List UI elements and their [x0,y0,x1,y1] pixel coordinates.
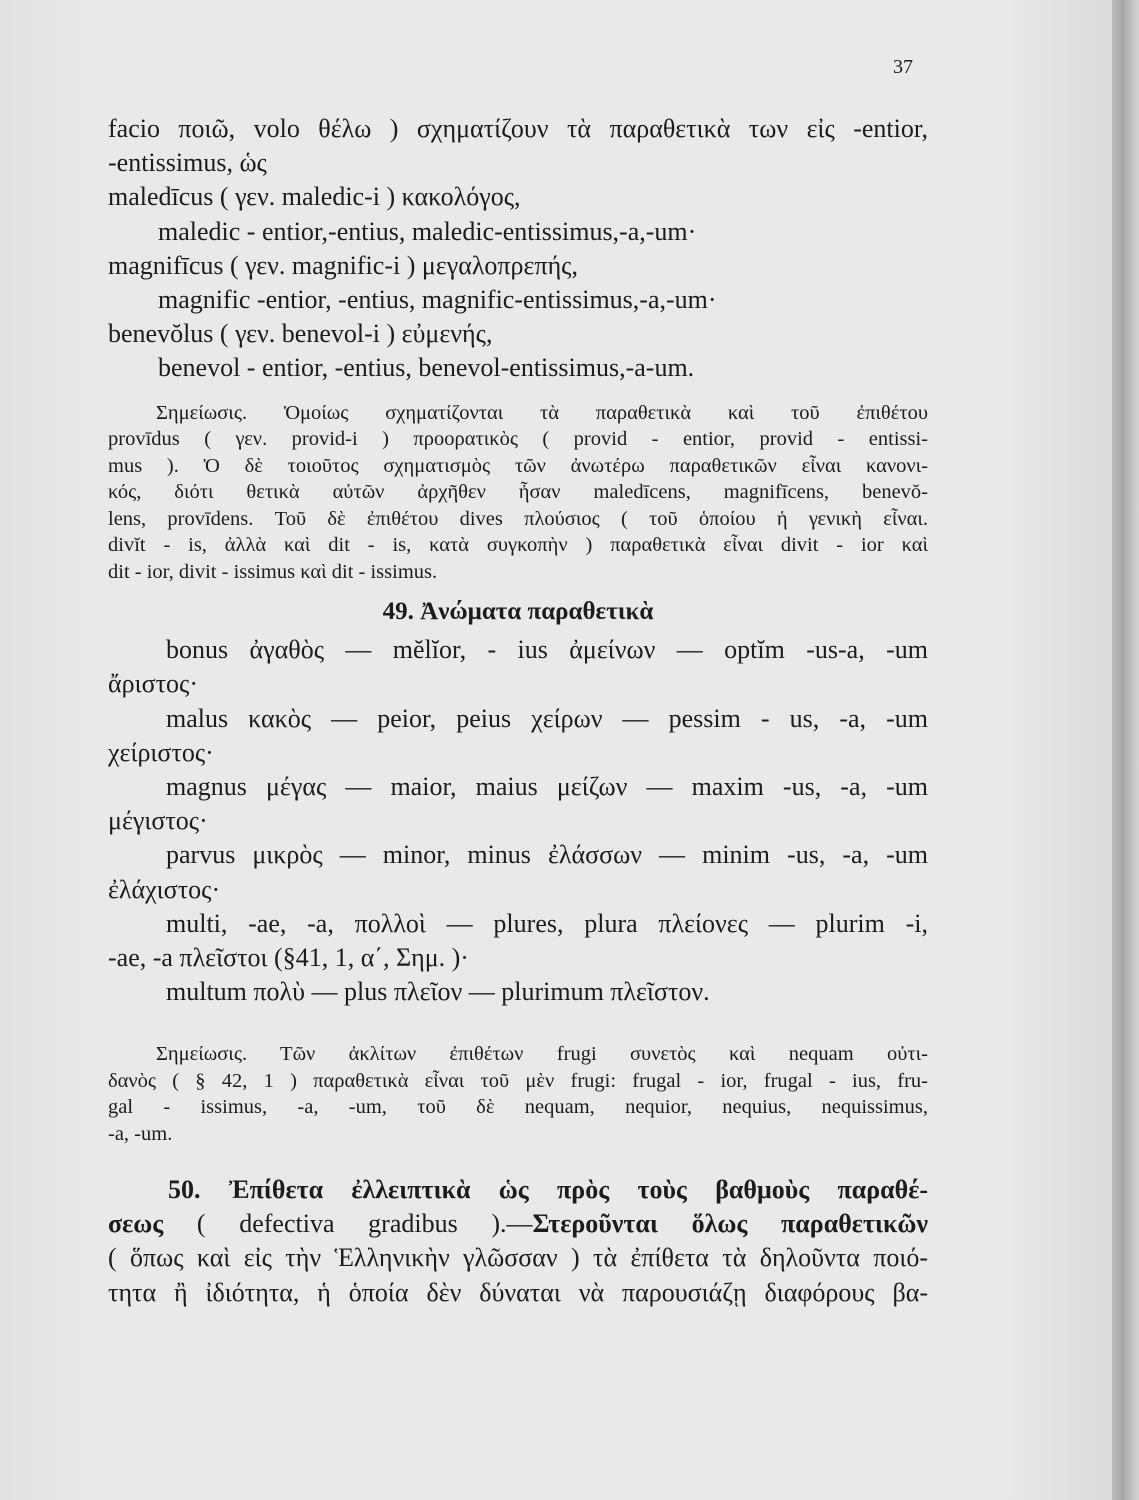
note-line: κός, διότι θετικὰ αὐτῶν ἀρχῆθεν ἦσαν maledīcens, magnifīcens, benevŏ- [108,481,928,504]
note-line: gal - issimus, -a, -um, τοῦ δὲ nequam, nequior, nequius, nequissimus, [108,1096,928,1119]
note-block-2 [108,1041,928,1147]
note-line: δανὸς ( § 42, 1 ) παραθετικὰ εἶναι τοῦ μὲν frugi: frugal - ior, frugal - ius, fru- [108,1069,928,1092]
list-line: magnus μέγας — maior, maius μείζων — maxim -us, -a, -um [166,771,928,801]
section-heading-49: 49. Ἀνώματα παραθετικὰ [382,598,654,626]
note-line: provīdus ( γεν. provid-i ) προορατικὸς ( provid - entior, provid - entissi- [108,428,928,451]
heading-50-word: σεως [108,1209,164,1239]
note-line: -a, -um. [108,1122,173,1145]
text-line: maledic - entior,-entius, maledic-entissimus,-a,-um· [158,216,697,246]
page-number: 37 [893,56,913,78]
heading-50-latin: ( defectiva gradibus ).— [163,1209,533,1239]
text-line: τητα ἢ ἰδιότητα, ἡ ὁποία δὲν δύναται νὰ παρουσιάζῃ διαφόρους βα- [108,1277,928,1307]
list-line: χείριστος· [108,737,214,767]
note-line: divĭt - is, ἀλλὰ καὶ dit - is, κατὰ συγκοπὴν ) παραθετικὰ εἶναι divit - ior καὶ [108,534,928,557]
list-line: multum πολὺ — plus πλεῖον — plurimum πλεῖστον. [166,977,710,1007]
text-line: facio ποιῶ, volo θέλω ) σχηματίζουν τὰ παραθετικὰ των εἰς -entior, [108,114,928,143]
list-line: multi, -ae, -a, πολλοὶ — plures, plura πλείονες — plurim -i, [166,908,928,938]
list-line: -ae, -a πλεῖστοι (§41, 1, α΄, Σημ. )· [108,942,469,972]
note-line: lens, provīdens. Τοῦ δὲ ἐπιθέτου dives πλούσιος ( τοῦ ὁποίου ἡ γενικὴ εἶναι. [108,507,928,530]
heading-50-continuation [108,1207,928,1241]
list-line: bonus ἀγαθὸς — mĕlĭor, - ius ἀμείνων — optĭm -us-a, -um [166,635,928,665]
section-50 [108,1173,928,1309]
text-line: magnific -entior, -entius, magnific-entissimus,-a,-um· [158,285,717,315]
list-line: ἄριστος· [108,669,199,699]
text-line: ( ὅπως καὶ εἰς τὴν Ἑλληνικὴν γλῶσσαν ) τὰ ἐπίθετα τὰ δηλοῦντα ποιό- [108,1243,928,1273]
note-line: dit - ior, divit - issimus καὶ dit - issimus. [108,560,438,583]
text-line: benevol - entior, -entius, benevol-entissimus,-a-um. [158,353,695,383]
note-line: mus ). Ὁ δὲ τοιοῦτος σχηματισμὸς τῶν ἀνωτέρω παραθετικῶν εἶναι κανονι- [108,454,928,477]
text-line: maledīcus ( γεν. maledic-i ) κακολόγος, [108,182,521,212]
note-line: Σημείωσις. Ὁμοίως σχηματίζονται τὰ παραθετικὰ καὶ τοῦ ἐπιθέτου [156,401,928,424]
list-line: parvus μικρὸς — minor, minus ἐλάσσων — minim -us, -a, -um [166,840,928,870]
text-line: magnifīcus ( γεν. magnific-i ) μεγαλοπρεπής, [108,250,578,280]
page-edge [1112,0,1139,1500]
section-heading-50 [108,1173,928,1207]
heading-50-title: 50. Ἐπίθετα ἐλλειπτικὰ ὡς πρὸς τοὺς βαθμοὺς παραθέ- [168,1175,928,1205]
list-line: malus κακὸς — peior, peius χείρων — pessim - us, -a, -um [166,703,928,733]
note-line: Σημείωσις. Τῶν ἀκλίτων ἐπιθέτων frugi συνετὸς καὶ nequam οὐτι- [156,1043,928,1066]
note-block-1 [108,400,928,586]
text-line: benevŏlus ( γεν. benevol-i ) εὐμενής, [108,319,493,349]
paragraph-comparatives [108,112,928,386]
page-content [108,112,928,1310]
heading-50-bold-end: Στεροῦνται ὅλως παραθετικῶν [532,1209,929,1239]
text-line: -entissimus, ὡς [108,148,267,178]
list-line: ἐλάχιστος· [108,874,221,904]
list-line: μέγιστος· [108,806,208,836]
irregular-comparatives-list [108,633,928,1009]
